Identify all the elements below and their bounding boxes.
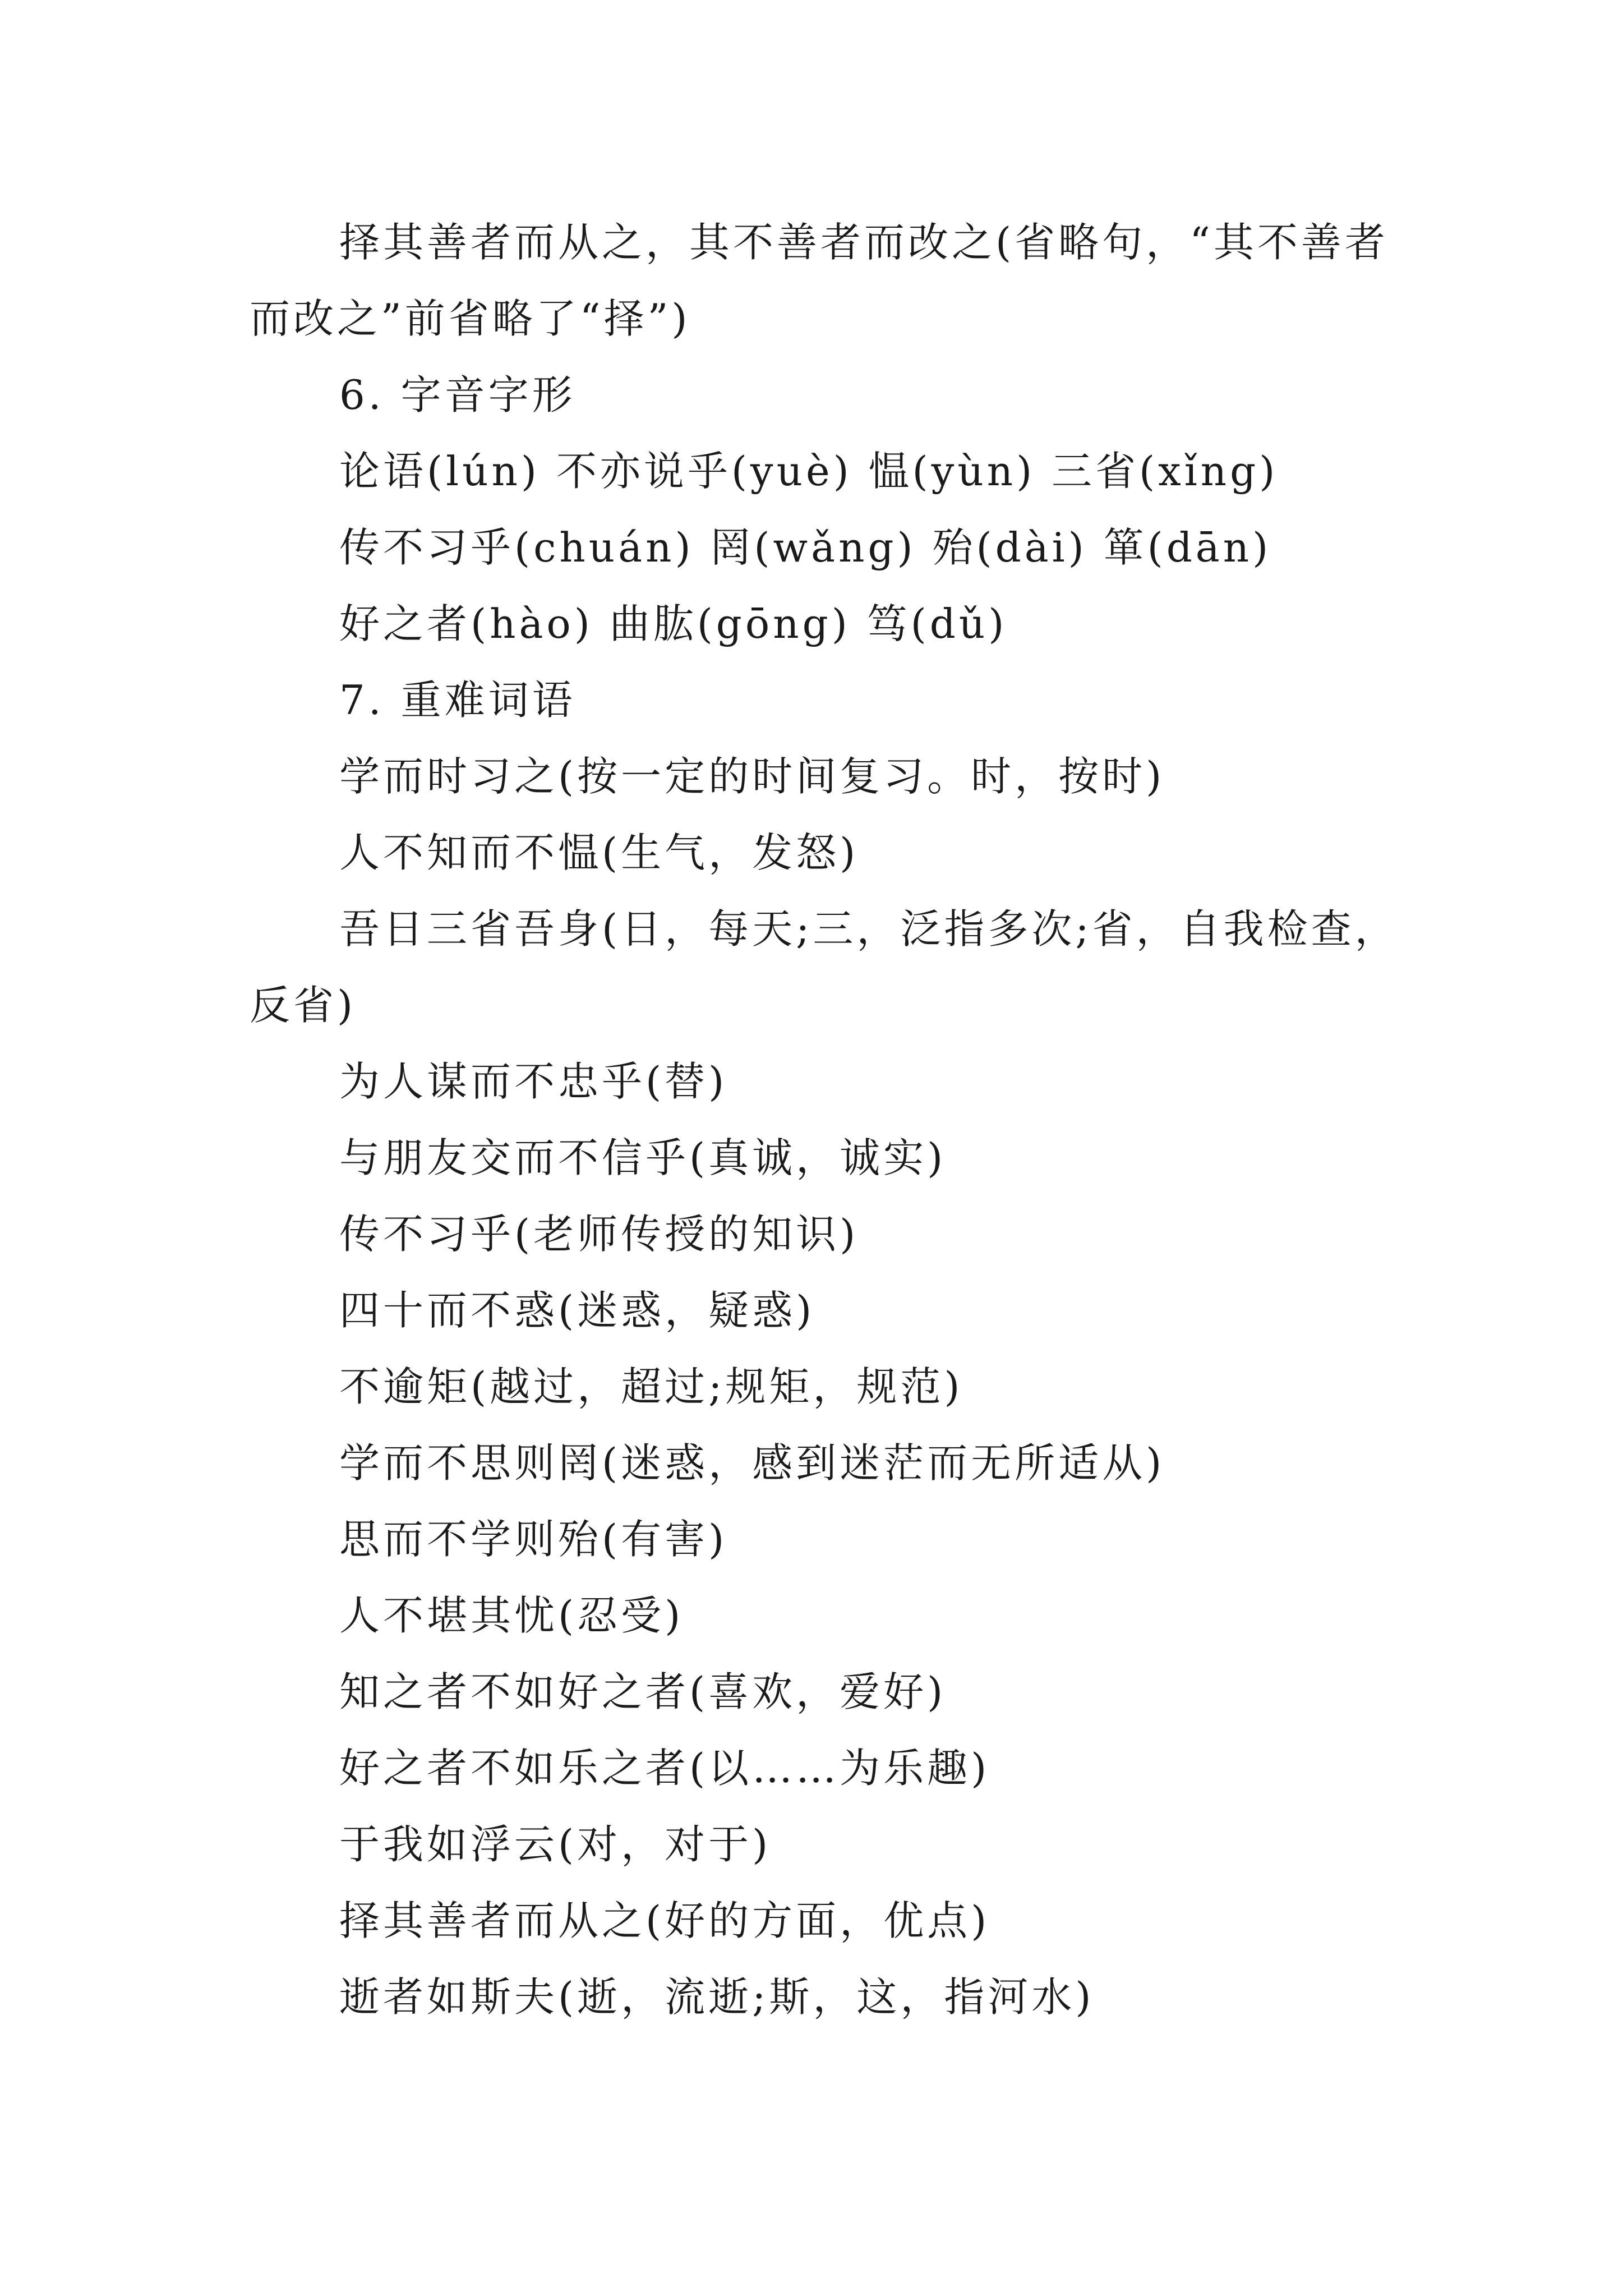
- text-line: 好之者不如乐之者(以……为乐趣): [339, 1745, 990, 1792]
- section-heading-7: 7. 重难词语: [339, 677, 576, 724]
- text-line: 反省): [250, 982, 357, 1029]
- text-line: 与朋友交而不信乎(真诚，诚实): [339, 1134, 947, 1181]
- text-line: 择其善者而从之(好的方面，优点): [339, 1897, 990, 1944]
- text-line: 择其善者而从之，其不善者而改之(省略句，“其不善者: [339, 219, 1389, 266]
- text-line: 四十而不惑(迷惑，疑惑): [339, 1287, 815, 1334]
- text-line: 人不知而不愠(生气，发怒): [339, 829, 859, 876]
- section-heading-6: 6. 字音字形: [339, 371, 576, 418]
- text-line: 而改之”前省略了“择”): [250, 295, 691, 342]
- text-line: 学而时习之(按一定的时间复习。时，按时): [339, 753, 1165, 800]
- text-line: 传不习乎(老师传授的知识): [339, 1211, 859, 1258]
- text-line: 于我如浮云(对，对于): [339, 1821, 772, 1868]
- text-line: 知之者不如好之者(喜欢，爱好): [339, 1668, 947, 1715]
- text-line: 学而不思则罔(迷惑，感到迷茫而无所适从): [339, 1439, 1165, 1487]
- text-line: 吾日三省吾身(日，每天;三，泛指多次;省，自我检查，: [339, 905, 1399, 953]
- text-line: 人不堪其忧(忍受): [339, 1592, 684, 1639]
- pinyin-line: 论语(lún) 不亦说乎(yuè) 愠(yùn) 三省(xǐng): [339, 448, 1279, 495]
- text-line: 思而不学则殆(有害): [339, 1516, 728, 1563]
- pinyin-line: 好之者(hào) 曲肱(gōng) 笃(dǔ): [339, 600, 1008, 647]
- text-line: 为人谋而不忠乎(替): [339, 1058, 728, 1105]
- text-line: 不逾矩(越过，超过;规矩，规范): [339, 1363, 963, 1410]
- text-line: 逝者如斯夫(逝，流逝;斯，这，指河水): [339, 1973, 1095, 2021]
- pinyin-line: 传不习乎(chuán) 罔(wǎng) 殆(dài) 箪(dān): [339, 524, 1272, 571]
